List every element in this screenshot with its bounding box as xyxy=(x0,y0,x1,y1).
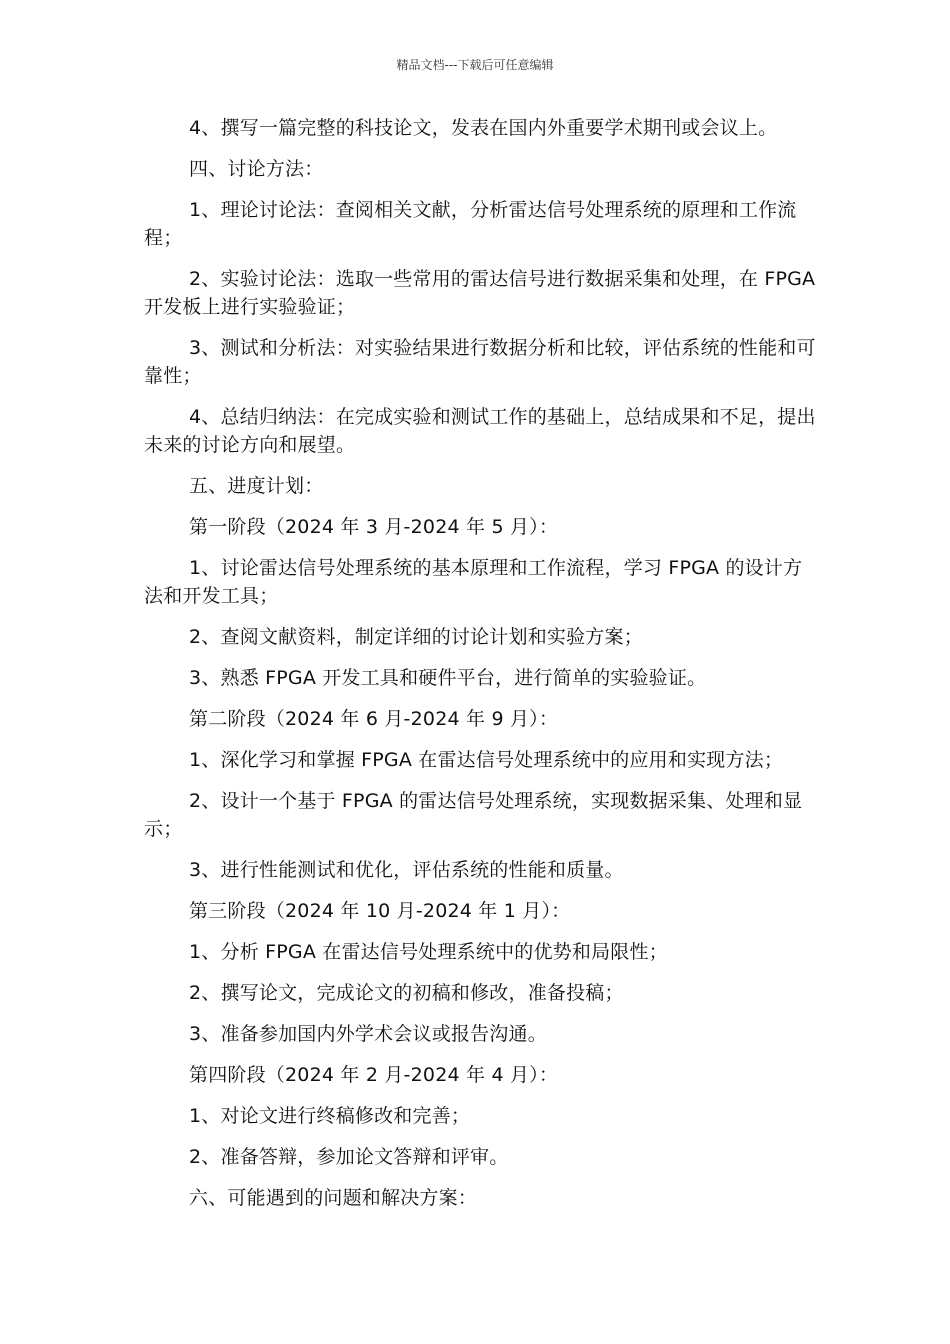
stage-2-item-3: 3、进行性能测试和优化，评估系统的性能和质量。 xyxy=(189,859,624,881)
document-body xyxy=(144,114,820,1225)
paragraph-method-2: 2、实验讨论法：选取一些常用的雷达信号进行数据采集和处理，在 FPGA 开发板上进行实验验证； xyxy=(144,268,816,318)
stage-1-item-3: 3、熟悉 FPGA 开发工具和硬件平台，进行简单的实验验证。 xyxy=(189,667,707,689)
stage-2-heading: 第二阶段（2024 年 6 月-2024 年 9 月）： xyxy=(189,708,559,730)
stage-1-item-2: 2、查阅文献资料，制定详细的讨论计划和实验方案； xyxy=(189,626,643,648)
paragraph-method-3: 3、测试和分析法：对实验结果进行数据分析和比较，评估系统的性能和可靠性； xyxy=(144,337,816,387)
paragraph-method-1: 1、理论讨论法：查阅相关文献，分析雷达信号处理系统的原理和工作流程； xyxy=(144,199,797,249)
section-heading-methods: 四、讨论方法： xyxy=(189,158,324,180)
stage-2-item-2: 2、设计一个基于 FPGA 的雷达信号处理系统，实现数据采集、处理和显示； xyxy=(144,790,803,840)
stage-4-heading: 第四阶段（2024 年 2 月-2024 年 4 月）： xyxy=(189,1064,559,1086)
stage-3-item-3: 3、准备参加国内外学术会议或报告沟通。 xyxy=(189,1023,547,1045)
stage-1-heading: 第一阶段（2024 年 3 月-2024 年 5 月）： xyxy=(189,516,559,538)
paragraph-method-4: 4、总结归纳法：在完成实验和测试工作的基础上，总结成果和不足，提出未来的讨论方向和展望。 xyxy=(144,406,816,456)
stage-3-heading: 第三阶段（2024 年 10 月-2024 年 1 月）： xyxy=(189,900,571,922)
section-heading-schedule: 五、进度计划： xyxy=(189,475,324,497)
stage-4-item-2: 2、准备答辩，参加论文答辩和评审。 xyxy=(189,1146,509,1168)
page-header: 精品文档---下载后可任意编辑 xyxy=(396,58,554,72)
stage-3-item-2: 2、撰写论文，完成论文的初稿和修改，准备投稿； xyxy=(189,982,624,1004)
stage-4-item-1: 1、对论文进行终稿修改和完善； xyxy=(189,1105,471,1127)
stage-3-item-1: 1、分析 FPGA 在雷达信号处理系统中的优势和局限性； xyxy=(189,941,668,963)
section-heading-problems: 六、可能遇到的问题和解决方案： xyxy=(189,1187,478,1209)
paragraph-goal-4: 4、撰写一篇完整的科技论文，发表在国内外重要学术期刊或会议上。 xyxy=(189,117,778,139)
stage-2-item-1: 1、深化学习和掌握 FPGA 在雷达信号处理系统中的应用和实现方法； xyxy=(189,749,784,771)
stage-1-item-1: 1、讨论雷达信号处理系统的基本原理和工作流程，学习 FPGA 的设计方法和开发工具； xyxy=(144,557,803,607)
